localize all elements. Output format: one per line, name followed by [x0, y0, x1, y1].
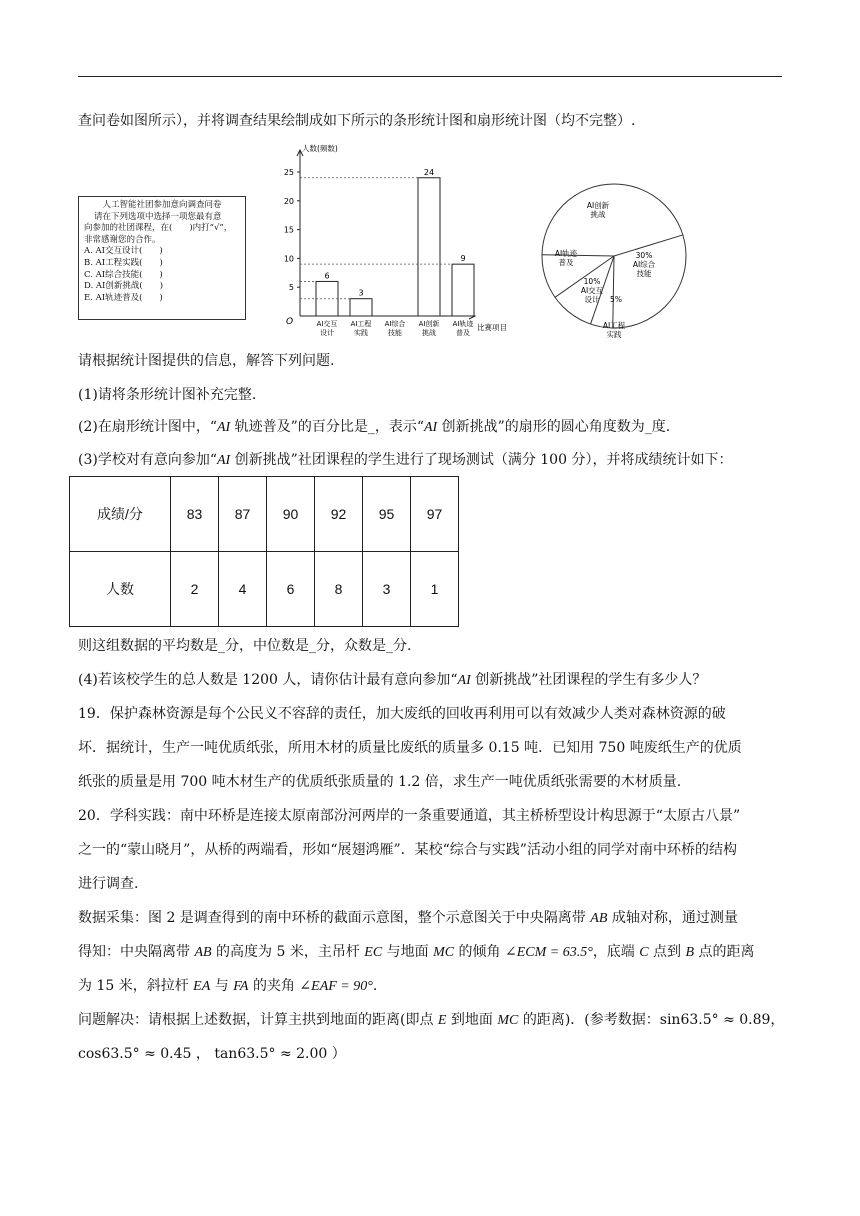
header-rule	[78, 76, 782, 77]
table-cell: 1	[411, 552, 459, 627]
pie-slice-label: 普及	[558, 258, 574, 267]
x-tick-label: 普及	[456, 329, 470, 337]
problem-19-line-1: 19．保护森林资源是每个公民义不容辞的责任，加大废纸的回收再利用可以有效减少人类对森林资源的破	[78, 706, 726, 722]
table-row	[70, 477, 459, 552]
bar-chart	[270, 140, 530, 340]
question-2: (2)在扇形统计图中，“AI 轨迹普及”的百分比是_，表示“AI 创新挑战”的扇形的圆心角度数为_度.	[78, 419, 671, 435]
x-tick-label: AI综合	[384, 320, 406, 328]
table-cell: 97	[411, 477, 459, 552]
pie-slice-percent: 30%	[635, 251, 653, 260]
table-cell: 6	[267, 552, 315, 627]
y-tick-label: 5	[288, 283, 294, 293]
table-header-score: 成绩/分	[70, 477, 171, 552]
survey-option-a: A. AI交互设计( )	[84, 246, 163, 257]
y-tick-label: 10	[283, 254, 294, 264]
data-collection-line-3: 为 15 米，斜拉杆 EA 与 FA 的夹角 ∠EAF = 90°.	[78, 978, 378, 994]
pie-slice-label: AI创新	[586, 201, 610, 210]
data-label: 24	[423, 167, 435, 177]
problem-20-line-3: 进行调查.	[78, 876, 139, 892]
bar	[418, 178, 440, 316]
pie-slice-label: AI轨迹	[554, 249, 578, 258]
intro-text: 查问卷如图所示），并将调查结果绘制成如下所示的条形统计图和扇形统计图（均不完整）.	[78, 113, 636, 129]
solve-line-2: cos63.5° ≈ 0.45 ， tan63.5° ≈ 2.00 ）	[78, 1046, 346, 1062]
question-3-blanks: 则这组数据的平均数是_分，中位数是_分，众数是_分.	[78, 638, 412, 654]
pie-slice-percent: 10%	[583, 277, 601, 286]
survey-title: 人工智能社团参加意向调查问卷	[102, 200, 222, 210]
x-tick-label: 技能	[388, 329, 402, 337]
x-tick-label: 设计	[320, 329, 334, 337]
pie-slice-label: AI工程	[602, 321, 626, 330]
x-tick-label: AI创新	[418, 320, 440, 328]
survey-option-d: D. AI创新挑战( )	[84, 281, 164, 292]
table-cell: 2	[171, 552, 219, 627]
question-4: (4)若该校学生的总人数是 1200 人，请你估计最有意向参加“AI 创新挑战”社团课程的学生有多少人？	[78, 672, 707, 688]
y-tick-label: 25	[283, 168, 294, 177]
score-table	[69, 476, 459, 627]
survey-questionnaire	[78, 196, 246, 320]
problem-20-line-1: 20．学科实践：南中环桥是连接太原南部汾河两岸的一条重要通道，其主桥桥型设计构思源于“太原古八景”	[78, 808, 741, 824]
bar	[350, 299, 372, 316]
table-cell: 3	[363, 552, 411, 627]
pie-slice-label: 技能	[636, 269, 652, 278]
x-tick-label: AI轨迹	[452, 320, 474, 328]
bar	[452, 264, 474, 316]
y-tick-label: 15	[283, 225, 294, 235]
y-tick-label: 20	[283, 196, 294, 206]
solve-line-1: 问题解决：请根据上述数据，计算主拱到地面的距离(即点 E 到地面 MC 的距离)．(参考数据：sin63.5° ≈ 0.89，	[78, 1012, 785, 1028]
pie-chart	[536, 178, 692, 339]
pie-slice-label: AI综合	[632, 260, 656, 269]
data-label: 9	[460, 254, 466, 264]
table-cell: 87	[219, 477, 267, 552]
pie-slice-label: AI交互	[580, 286, 604, 295]
table-cell: 90	[267, 477, 315, 552]
table-cell: 83	[171, 477, 219, 552]
survey-option-b: B. AI工程实践( )	[84, 257, 163, 268]
survey-instruction-1: 请在下列选项中选择一项您最有意	[94, 211, 222, 222]
survey-instruction-2: 向参加的社团课程，在( )内打“√”，	[84, 223, 233, 234]
problem-20-line-2: 之一的“蒙山晓月”，从桥的两端看，形如“展翅鸿雁”．某校“综合与实践”活动小组的同学对南中环桥的结构	[78, 842, 737, 858]
data-label: 6	[324, 271, 330, 281]
data-collection-line-1: 数据采集：图 2 是调查得到的南中环桥的截面示意图，整个示意图关于中央隔离带 AB 成轴对称，通过测量	[78, 910, 738, 926]
table-cell: 4	[219, 552, 267, 627]
table-row	[70, 552, 459, 627]
survey-option-c: C. AI综合技能( )	[84, 269, 163, 280]
pie-slice-label: 实践	[606, 330, 622, 339]
pie-slice-percent: 5%	[610, 295, 622, 304]
problem-19-line-2: 坏．据统计，生产一吨优质纸张，所用木材的质量比废纸的质量多 0.15 吨．已知用 750 吨废纸生产的优质	[78, 740, 742, 756]
x-tick-label: 挑战	[422, 329, 436, 337]
table-cell: 95	[363, 477, 411, 552]
pie-slice-label: 设计	[584, 295, 600, 304]
y-axis-label: 人数(频数)	[302, 144, 338, 153]
x-tick-label: 实践	[354, 329, 368, 337]
origin-label: O	[286, 317, 294, 327]
table-cell: 8	[315, 552, 363, 627]
survey-option-e: E. AI轨迹普及( )	[84, 292, 163, 303]
table-cell: 92	[315, 477, 363, 552]
table-header-count: 人数	[70, 552, 171, 627]
data-label: 3	[358, 288, 364, 298]
data-collection-line-2: 得知：中央隔离带 AB 的高度为 5 米，主吊杆 EC 与地面 MC 的倾角 ∠ECM = 63.5°，底端 C 点到 B 点的距离	[78, 944, 755, 960]
question-3: (3)学校对有意向参加“AI 创新挑战”社团课程的学生进行了现场测试（满分 100 分），并将成绩统计如下：	[78, 452, 733, 468]
pie-slice-label: 挑战	[590, 210, 606, 219]
question-intro: 请根据统计图提供的信息，解答下列问题.	[78, 353, 335, 369]
x-axis-label: 比赛项目	[477, 323, 507, 332]
question-1: (1)请将条形统计图补充完整.	[78, 387, 257, 403]
survey-instruction-3: 非常感谢您的合作。	[84, 234, 161, 245]
bar	[316, 281, 338, 316]
x-tick-label: AI交互	[316, 320, 338, 328]
x-tick-label: AI工程	[350, 320, 372, 328]
problem-19-line-3: 纸张的质量是用 700 吨木材生产的优质纸张质量的 1.2 倍，求生产一吨优质纸张需要的木材质量.	[78, 774, 682, 790]
